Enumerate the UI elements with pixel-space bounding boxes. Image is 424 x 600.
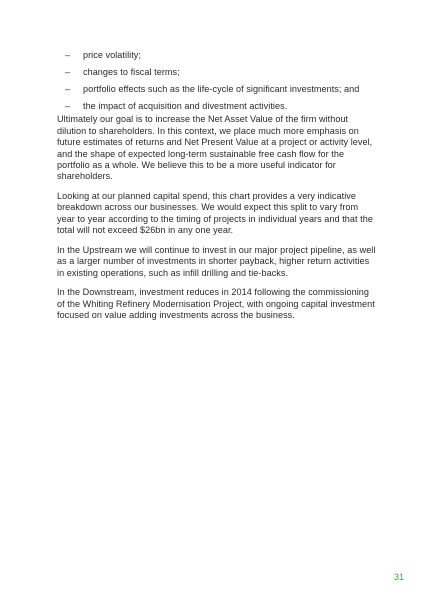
bullet-text: portfolio effects such as the life-cycle of significant investments; and <box>83 84 360 94</box>
list-item <box>57 67 377 78</box>
paragraph-capital-spend: Looking at our planned capital spend, this chart provides a very indicative breakdown across our businesses. We would expect this split to vary from year to year according to the timing of projects in individual years and that the total will not exceed $26bn in any one year. <box>57 191 373 236</box>
bullet-dash: – <box>65 50 71 60</box>
bullet-text: the impact of acquisition and divestment activities. <box>83 101 288 111</box>
list-item <box>57 101 377 112</box>
bullet-dash: – <box>65 101 71 111</box>
page-number: 31 <box>393 572 404 582</box>
bullet-list <box>57 50 377 112</box>
list-item <box>57 50 377 61</box>
paragraph-net-asset-value: Ultimately our goal is to increase the Net Asset Value of the firm without dilution to shareholders. In this context, we place much more emphasis on future estimates of returns and Net Present Value at a project or activity level, and the shape of expected long-term sustainable free cash flow for the portfolio as a whole. We believe this to be a more useful indicator for shareholders. <box>57 114 373 182</box>
bullet-text: price volatility; <box>83 50 141 60</box>
bullet-dash: – <box>65 84 71 94</box>
body-text <box>57 50 377 330</box>
list-item <box>57 84 377 95</box>
bullet-dash: – <box>65 67 71 77</box>
paragraph-upstream: In the Upstream we will continue to invest in our major project pipeline, as well as a larger number of investments in shorter payback, higher return activities in existing operations, such as infill drilling and tie-backs. <box>57 244 376 278</box>
bullet-text: changes to fiscal terms; <box>83 67 180 77</box>
paragraph-downstream: In the Downstream, investment reduces in 2014 following the commissioning of the Whiting Refinery Modernisation Project, with ongoing capital investment focused on value adding investments across the business. <box>57 287 375 321</box>
